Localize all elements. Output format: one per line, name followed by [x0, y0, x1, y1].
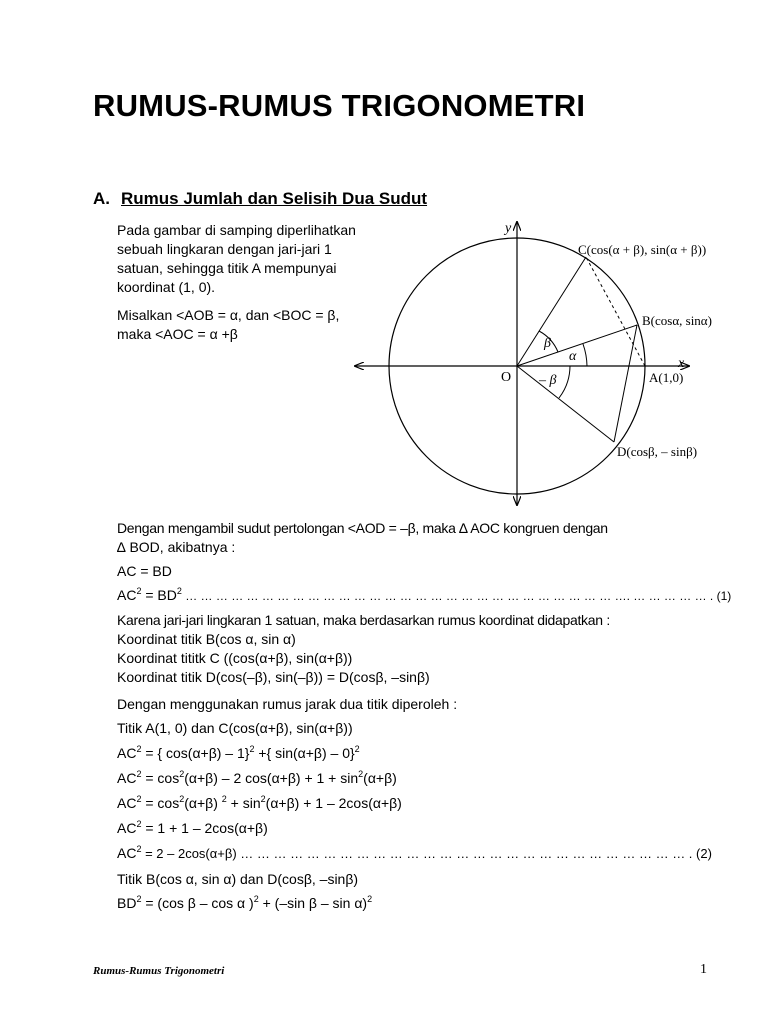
angle-neg-beta-label: – β — [539, 373, 557, 388]
origin-label: O — [501, 370, 512, 385]
intro-line: sebuah lingkaran dengan jari-jari 1 — [117, 241, 332, 257]
y-axis-label: y — [505, 221, 512, 236]
equation-line: $AC^2$ = { cos(α+β) – 1}$^2$ +{ sin(α+β) – 0}$^2$ — [117, 744, 360, 761]
arc-neg-beta — [559, 366, 570, 398]
intro-line: koordinat (1, 0). — [117, 279, 216, 295]
text-line: Dengan mengambil sudut pertolongan <AOD = –β, maka ∆ AOC kongruen dengan — [117, 520, 608, 536]
segment-ac — [586, 257, 645, 366]
equation-line: $AC^2 = 2 - 2\cos(\alpha+\beta)$ … … … … … … … … … … … … … … … … … … … … … … … … … … … . (2) — [117, 844, 712, 861]
text-line: Koordinat titik B(cos α, sin α) — [117, 631, 296, 647]
x-axis-label: x — [678, 356, 685, 371]
point-c-label: C(cos(α + β), sin(α + β)) — [578, 242, 707, 257]
arc-alpha — [583, 344, 587, 366]
segment-od — [517, 366, 614, 442]
text-line: Koordinat tititk C ((cos(α+β), sin(α+β)) — [117, 650, 353, 666]
equation-line: $AC^2 = \cos^2(\alpha+\beta) ^2 + \sin^2(\alpha+\beta) + 1 - 2\cos(\alpha+\beta)$ — [117, 794, 402, 811]
text-line: Karena jari-jari lingkaran 1 satuan, maka berdasarkan rumus koordinat didapatkan : — [117, 612, 610, 628]
equation-line: $AC^2 = BD^2$ … … … … … … … … … … … … … … … … … … … … … … … … … … … … …. … … … … … . (1) — [117, 586, 732, 603]
angle-definition: Misalkan <AOB = α, dan <BOC = β, — [117, 307, 340, 323]
intro-line: satuan, sehingga titik A mempunyai — [117, 260, 337, 276]
point-b-label: B(cosα, sinα) — [642, 313, 712, 328]
text-line: Titik A(1, 0) dan C(cos(α+β), sin(α+β)) — [117, 720, 353, 736]
intro-line: Pada gambar di samping diperlihatkan — [117, 222, 356, 238]
equation-line: $AC^2 = \cos^2(\alpha+\beta) - 2$ $\cos(\alpha+\beta) + 1 + \sin^2(\alpha+\beta)$ — [117, 769, 397, 786]
equation-line: $BD^2 = (\cos$ β – cos α )$^2$ + (–sin β – sin α)$^2$ — [117, 894, 373, 911]
text-line: ∆ BOD, akibatnya : — [117, 539, 236, 555]
point-d-label: D(cosβ, – sinβ) — [617, 444, 698, 459]
segment-bd — [614, 325, 637, 442]
page-title: RUMUS-RUMUS TRIGONOMETRI — [93, 88, 586, 123]
text-line: Titik B(cos α, sin α) dan D(cosβ, –sinβ) — [117, 871, 359, 887]
angle-definition: maka <AOC = α +β — [117, 326, 238, 342]
section-title: Rumus Jumlah dan Selisih Dua Sudut — [121, 189, 428, 208]
point-a-label: A(1,0) — [649, 370, 684, 385]
segment-ob — [517, 325, 637, 366]
angle-beta-label: β — [544, 336, 551, 351]
equation-line: $AC^2 = 1 + 1 - 2\cos(\alpha+\beta)$ — [117, 819, 268, 836]
section-number: A. — [93, 189, 110, 208]
text-line: Koordinat titik D(cos(–β), sin(–β)) = D(cosβ, –sinβ) — [117, 669, 430, 685]
text-line: Dengan menggunakan rumus jarak dua titik diperoleh : — [117, 696, 458, 712]
equation-line: AC = BD — [117, 563, 172, 579]
angle-alpha-label: α — [569, 349, 577, 364]
page-number: 1 — [700, 962, 707, 977]
footer-title: Rumus-Rumus Trigonometri — [93, 965, 225, 977]
